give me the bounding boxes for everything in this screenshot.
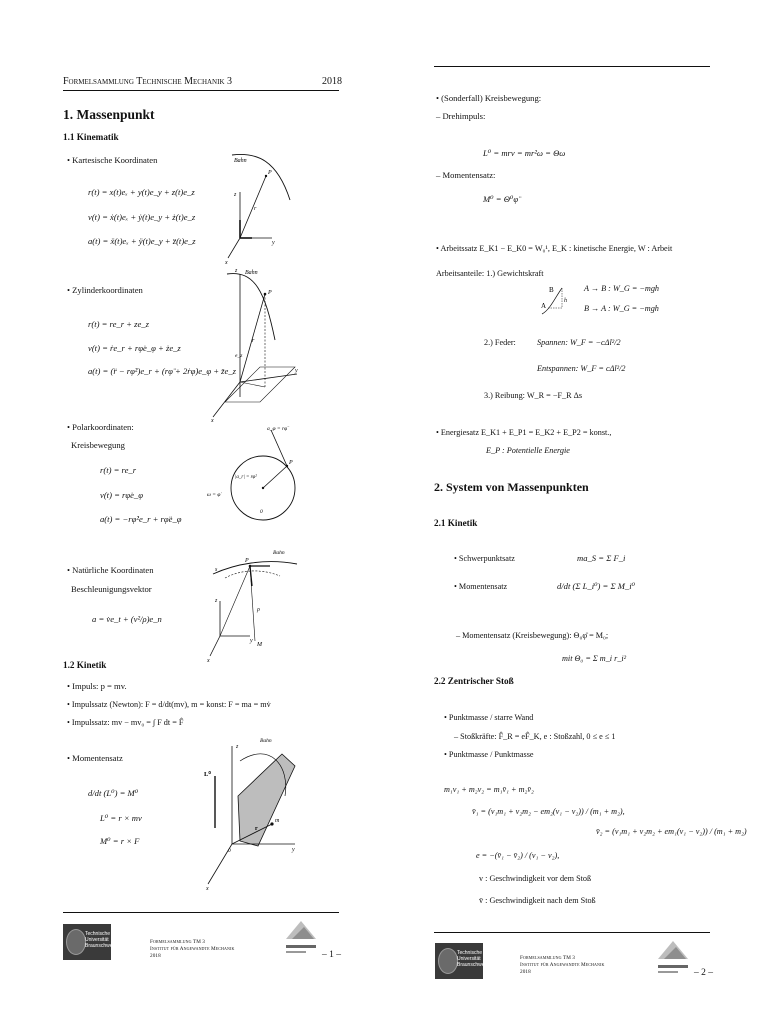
tu-braunschweig-logo: Technische Universität Braunschweig: [63, 924, 111, 960]
page-2: [384, 0, 768, 1024]
svg-text:L⁰: L⁰: [204, 771, 211, 778]
label-vbar-desc: v̄ : Geschwindigkeit nach dem Stoß: [479, 896, 596, 905]
footer-line-2: Institut für Angewandte Mechanik: [520, 962, 605, 968]
svg-text:z: z: [215, 598, 218, 604]
page-number: – 1 –: [322, 950, 341, 960]
label-momentensatz: – Momentensatz:: [436, 170, 496, 180]
label-arbeitsanteile: Arbeitsanteile: 1.) Gewichtskraft: [436, 269, 544, 278]
svg-text:Bahn: Bahn: [260, 738, 272, 744]
footer-rule: [434, 932, 710, 933]
svg-text:h: h: [564, 298, 567, 304]
svg-text:P: P: [289, 460, 293, 466]
bullet-schwerpunktsatz: • Schwerpunktsatz: [454, 554, 515, 563]
svg-text:Bahn: Bahn: [273, 550, 285, 556]
label-v-desc: v : Geschwindigkeit vor dem Stoß: [479, 874, 592, 883]
fig-label-bahn: Bahn: [234, 158, 247, 164]
bullet-natuerlich: • Natürliche Koordinaten: [67, 565, 154, 575]
eq-kart-v: v(t) = ẋ(t)eₓ + ẏ(t)e_y + ż(t)e_z: [88, 212, 196, 222]
tu-emblem-icon: [66, 929, 86, 955]
eq-ms-kreis: mit Θ₀ = Σ m_i r_i²: [562, 654, 627, 663]
footer-line-1: Formelsammlung TM 3: [520, 955, 575, 961]
eq-natuerlich: a = v̇e_t + (v²/ρ)e_n: [92, 614, 162, 624]
svg-text:y: y: [292, 847, 295, 853]
svg-text:B: B: [549, 286, 554, 294]
bullet-punktmasse-wand: • Punktmasse / starre Wand: [444, 713, 534, 722]
eq-stoss-3: v̄₂ = (v₁m₁ + v₂m₂ + em₁(v₁ − v₂)) / (m₁ + m₂): [596, 827, 747, 836]
bullet-sonderfall: • (Sonderfall) Kreisbewegung:: [436, 93, 542, 103]
bullet-impuls: • Impuls: p = mv.: [67, 681, 127, 691]
label-stosskraefte: – Stoßkräfte: F̂_R = eF̂_K, e : Stoßzahl, 0 ≤ e ≤ 1: [454, 732, 616, 741]
subsection-kinetik: 2.1 Kinetik: [434, 518, 478, 528]
svg-text:0: 0: [228, 848, 231, 854]
section-title-system: 2. System von Massenpunkten: [434, 480, 589, 494]
figure-polar: [205, 418, 305, 543]
svg-text:A: A: [541, 302, 547, 310]
eq-schwerpunktsatz: ma_S = Σ F_i: [577, 553, 626, 563]
label-kreisbewegung: Kreisbewegung: [71, 440, 125, 450]
footer-line-3: 2018: [150, 953, 161, 959]
eq-ms-3: M⁰ = r × F: [100, 836, 140, 846]
svg-text:r: r: [255, 826, 258, 832]
svg-text:z: z: [235, 268, 238, 274]
svg-text:z: z: [236, 744, 239, 750]
bullet-momentensatz2: • Momentensatz: [454, 582, 508, 591]
svg-text:x: x: [207, 658, 210, 664]
eq-zyl-r: r(t) = re_r + ze_z: [88, 319, 149, 329]
svg-text:e_z: e_z: [235, 353, 243, 359]
footer-line-1: Formelsammlung TM 3: [150, 939, 205, 945]
svg-text:y: y: [250, 638, 253, 644]
eq-ms-2: L⁰ = r × mv: [100, 813, 142, 823]
bullet-zylinder: • Zylinderkoordinaten: [67, 285, 143, 295]
svg-text:M: M: [257, 642, 262, 648]
eq-kart-a: a(t) = ẍ(t)eₓ + ÿ(t)e_y + z̈(t)e_z: [88, 236, 196, 246]
header-title: Formelsammlung Technische Mechanik 3: [63, 76, 232, 87]
eq-momentensatz2: d/dt (Σ L_i⁰) = Σ M_i⁰: [557, 581, 636, 591]
bullet-punktmasse-punkt: • Punktmasse / Punktmasse: [444, 750, 534, 759]
footer-line-2: Institut für Angewandte Mechanik: [150, 946, 235, 952]
bullet-energiesatz: • Energiesatz E_K1 + E_P1 = E_K2 + E_P2 = konst.,: [436, 428, 612, 437]
eq-gewicht-ba: B → A : W_G = −mgh: [584, 304, 659, 313]
eq-stoss-1: m₁v₁ + m₂v₂ = m₁v̄₁ + m₂v̄₂: [444, 785, 534, 794]
header-rule: [63, 90, 339, 91]
svg-text:x: x: [206, 886, 209, 891]
eq-stoss-4: e = −(v̄₁ − v̄₂) / (v₁ − v₂),: [476, 851, 560, 860]
svg-text:P: P: [268, 170, 272, 176]
figure-gewichtskraft: [536, 282, 576, 318]
subsection-stoss: 2.2 Zentrischer Stoß: [434, 676, 514, 686]
tu-braunschweig-logo: Technische Universität Braunschweig: [435, 943, 483, 979]
eq-polar-r: r(t) = re_r: [100, 465, 137, 475]
svg-text:x: x: [225, 260, 228, 265]
svg-text:P: P: [245, 558, 249, 564]
eq-reibung: 3.) Reibung: W_R = −F_R Δs: [484, 391, 583, 400]
eq-spannen: Spannen: W_F = −cΔl²/2: [537, 338, 621, 347]
header-year: 2018: [322, 76, 342, 87]
svg-text:ρ: ρ: [257, 607, 260, 613]
eq-gewicht-ab: A → B : W_G = −mgh: [584, 284, 660, 293]
label-ep: E_P : Potentielle Energie: [486, 446, 570, 455]
eq-polar-v: v(t) = rφ̇e_φ: [100, 490, 143, 500]
svg-text:r: r: [252, 338, 255, 344]
eq-drehimpuls: L⁰ = mrv = mr²ω = Θω: [483, 148, 566, 158]
header-rule: [434, 66, 710, 67]
svg-text:y: y: [295, 368, 298, 374]
eq-zyl-v: v(t) = ṙe_r + rφ̇e_φ + że_z: [88, 343, 181, 353]
institute-logo-icon: [654, 935, 692, 981]
svg-text:m: m: [275, 818, 280, 824]
svg-text:s: s: [215, 567, 218, 573]
figure-natuerlich: [205, 546, 305, 666]
svg-text:x: x: [211, 418, 214, 424]
bullet-impulssatz: • Impulssatz: mv − mv₀ = ∫ F dt = F̂: [67, 718, 184, 727]
bullet-momentensatz: • Momentensatz: [67, 753, 123, 763]
svg-text:P: P: [268, 290, 272, 296]
section-title-massenpunkt: 1. Massenpunkt: [63, 107, 155, 122]
svg-text:ω = φ̇: ω = φ̇: [207, 492, 221, 498]
eq-polar-a: a(t) = −rφ̇²e_r + rφ̈e_φ: [100, 514, 182, 524]
subsection-kinetik: 1.2 Kinetik: [63, 660, 107, 670]
figure-momentensatz: [200, 736, 305, 891]
label-feder: 2.) Feder:: [484, 338, 516, 347]
svg-text:r: r: [254, 206, 257, 212]
subsection-kinematik: 1.1 Kinematik: [63, 132, 119, 142]
label-beschleunigungsvektor: Beschleunigungsvektor: [71, 584, 152, 594]
institute-logo-icon: [282, 915, 320, 961]
bullet-impulssatz-newton: • Impulssatz (Newton): F = d/dt(mv), m = konst: F = ma = mv̇: [67, 700, 271, 709]
footer-rule: [63, 912, 339, 913]
svg-text:y: y: [272, 240, 275, 246]
figure-kartesisch: [222, 140, 302, 265]
eq-zyl-a: a(t) = (r̈ − rφ̇²)e_r + (rφ̈ + 2ṙφ̇)e_φ + z̈e_z: [88, 366, 236, 376]
eq-stoss-2: v̄₁ = (v₁m₁ + v₂m₂ − em₂(v₁ − v₂)) / (m₁ + m₂),: [472, 807, 625, 816]
svg-text:0: 0: [260, 509, 263, 515]
bullet-polar: • Polarkoordinaten:: [67, 422, 134, 432]
svg-text:a_φ = rφ̈: a_φ = rφ̈: [267, 426, 288, 432]
eq-kart-r: r(t) = x(t)eₓ + y(t)e_y + z(t)e_z: [88, 187, 195, 197]
label-drehimpuls: – Drehimpuls:: [436, 111, 486, 121]
eq-entspannen: Entspannen: W_F = cΔl²/2: [537, 364, 626, 373]
figure-zylinder: [205, 262, 305, 424]
eq-momentensatz: M⁰ = Θ⁰φ̈: [483, 194, 519, 204]
footer-line-3: 2018: [520, 969, 531, 975]
svg-text:|a_r| = rφ̇²: |a_r| = rφ̇²: [235, 475, 257, 480]
eq-ms-1: d/dt (L⁰) = M⁰: [88, 788, 139, 798]
svg-text:Bahn: Bahn: [245, 270, 258, 276]
bullet-kartesisch: • Kartesische Koordinaten: [67, 155, 158, 165]
svg-text:z: z: [234, 192, 237, 198]
tu-emblem-icon: [438, 948, 458, 974]
bullet-arbeitssatz: • Arbeitssatz E_K1 − E_K0 = W₀¹, E_K : kinetische Energie, W : Arbeit: [436, 244, 673, 253]
label-ms-kreis: – Momentensatz (Kreisbewegung): Θ₀φ̈ = M₀;: [456, 631, 609, 640]
page-number: – 2 –: [694, 968, 713, 978]
